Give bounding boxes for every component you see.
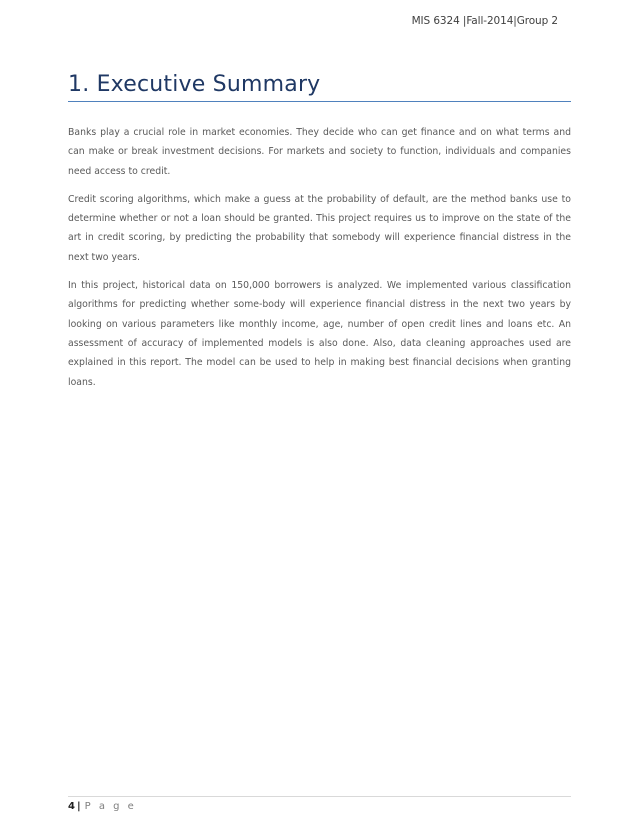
page-label: P a g e	[84, 801, 137, 812]
section-title: 1. Executive Summary	[68, 72, 321, 97]
title-underline	[68, 101, 571, 102]
page-number: 4	[68, 801, 75, 812]
paragraph-3: In this project, historical data on 150,000 borrowers is analyzed. We implemented various classification algorithms for predicting whether some-body will experience financial distress in the next two years by looking on various parameters like monthly income, age, number of open credit lines and loans etc. An assessment of accuracy of implemented models is also done. Also, data cleaning approaches used are explained in this report. The model can be used to help in making best financial decisions when granting loans.	[68, 280, 571, 388]
body-text	[68, 123, 571, 401]
paragraph-1: Banks play a crucial role in market economies. They decide who can get finance and on what terms and can make or break investment decisions. For markets and society to function, individuals and companies need access to credit.	[68, 127, 571, 177]
footer-separator: |	[76, 801, 81, 812]
paragraph-2: Credit scoring algorithms, which make a guess at the probability of default, are the method banks use to determine whether or not a loan should be granted. This project requires us to improve on the state of the art in credit scoring, by predicting the probability that somebody will experience financial distress in the next two years.	[68, 193, 571, 263]
running-header: MIS 6324 |Fall-2014|Group 2	[411, 15, 558, 27]
page-footer	[68, 801, 136, 812]
footer-divider	[68, 796, 571, 797]
